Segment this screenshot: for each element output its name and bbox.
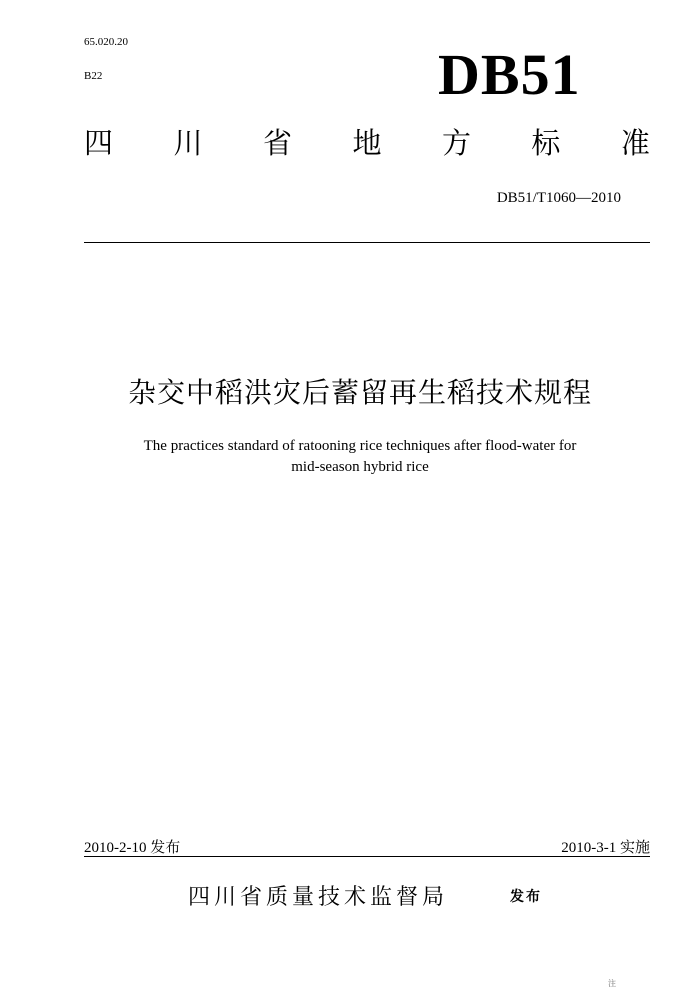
standard-type-heading — [84, 128, 650, 160]
standard-logo: DB51 — [438, 42, 581, 107]
standard-type-char: 方 — [441, 126, 471, 160]
ics-code: 65.020.20 — [84, 36, 128, 48]
implement-date-value: 2010-3-1 — [561, 840, 617, 856]
implement-date-label: 实施 — [619, 838, 650, 856]
title-chinese: 杂交中稻洪灾后蓄留再生稻技术规程 — [127, 376, 592, 409]
issuer-name: 四川省质量技术监督局 — [188, 885, 449, 910]
standard-type-char: 省 — [262, 126, 292, 160]
title-english — [110, 436, 610, 478]
publish-date-label: 发布 — [150, 838, 181, 856]
ccs-code: B22 — [84, 70, 103, 82]
footnote-mark: 注 — [608, 979, 616, 988]
title-english-line: mid-season hybrid rice — [291, 459, 429, 475]
standard-type-char: 准 — [620, 126, 650, 160]
issuer-action: 发布 — [510, 889, 542, 905]
publish-date-value: 2010-2-10 — [84, 840, 147, 856]
implement-date — [561, 836, 650, 857]
bottom-divider — [84, 856, 650, 857]
standard-type-char: 川 — [173, 126, 203, 160]
title-english-line: The practices standard of ratooning rice techniques after flood-water for — [143, 438, 577, 454]
standard-type-char: 标 — [531, 126, 561, 160]
standard-number: DB51/T1060—2010 — [496, 190, 621, 206]
standard-type-char: 四 — [84, 126, 114, 160]
standard-type-char: 地 — [352, 126, 382, 160]
publish-date — [84, 836, 180, 857]
top-divider — [84, 242, 650, 243]
